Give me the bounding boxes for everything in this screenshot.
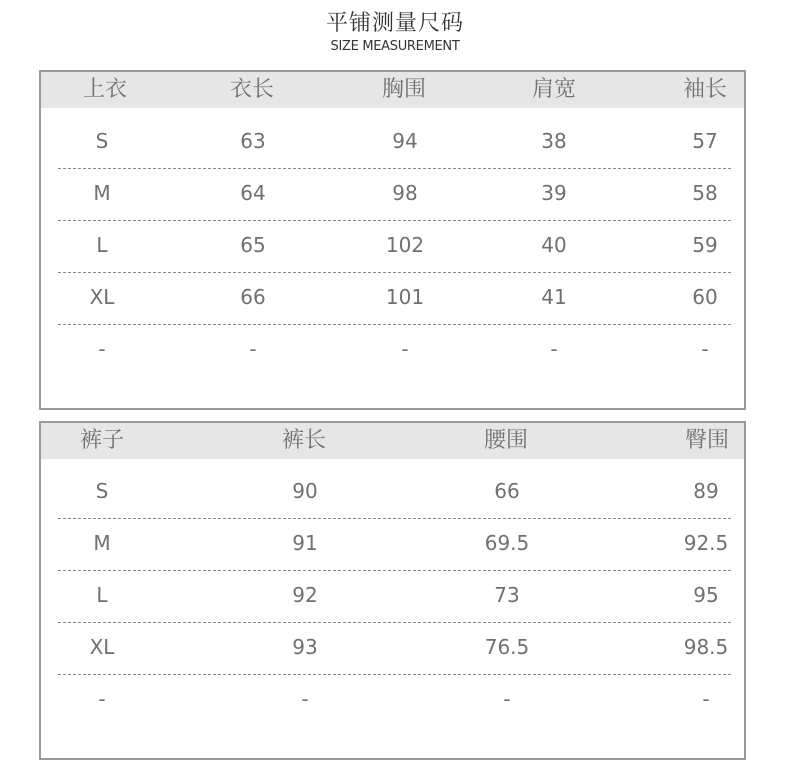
length-cell: 66 (240, 285, 266, 309)
shoulder-cell: 40 (541, 233, 567, 257)
length-cell: - (301, 687, 309, 711)
length-cell: 64 (240, 181, 266, 205)
size-cell: M (93, 531, 111, 555)
tops-header-chest: 胸围 (381, 77, 426, 102)
size-cell: XL (89, 635, 115, 659)
tops-size-table (39, 70, 746, 410)
pants-size-table (39, 421, 746, 760)
sleeve-cell: 59 (692, 233, 718, 257)
table-row (58, 622, 731, 675)
length-cell: 93 (292, 635, 318, 659)
table-row (58, 272, 731, 325)
table-row (58, 324, 731, 376)
table-row (58, 220, 731, 273)
hip-cell: 95 (693, 583, 719, 607)
sleeve-cell: - (701, 337, 709, 361)
size-cell: - (98, 687, 106, 711)
sleeve-cell: 60 (692, 285, 718, 309)
size-cell: L (96, 583, 108, 607)
pants-header-row (41, 423, 744, 459)
waist-cell: 69.5 (484, 531, 530, 555)
tops-header-category: 上衣 (82, 77, 127, 102)
waist-cell: 76.5 (484, 635, 530, 659)
table-row (58, 116, 731, 169)
hip-cell: - (702, 687, 710, 711)
chest-cell: 94 (392, 129, 418, 153)
size-cell: - (98, 337, 106, 361)
page-subtitle: SIZE MEASUREMENT (330, 39, 460, 54)
table-row (58, 518, 731, 571)
shoulder-cell: - (550, 337, 558, 361)
size-cell: L (96, 233, 108, 257)
tops-header-row (41, 72, 744, 108)
hip-cell: 89 (693, 479, 719, 503)
waist-cell: 73 (494, 583, 520, 607)
size-cell: S (95, 129, 109, 153)
tops-header-sleeve: 袖长 (682, 77, 727, 102)
pants-header-waist: 腰围 (483, 428, 528, 453)
chest-cell: 101 (385, 285, 425, 309)
table-row (58, 466, 731, 519)
chest-cell: 98 (392, 181, 418, 205)
table-row (58, 674, 731, 726)
size-cell: XL (89, 285, 115, 309)
waist-cell: - (503, 687, 511, 711)
length-cell: 92 (292, 583, 318, 607)
table-row (58, 570, 731, 623)
sleeve-cell: 57 (692, 129, 718, 153)
shoulder-cell: 38 (541, 129, 567, 153)
chest-cell: - (401, 337, 409, 361)
length-cell: 65 (240, 233, 266, 257)
tops-header-length: 衣长 (229, 77, 274, 102)
shoulder-cell: 39 (541, 181, 567, 205)
tops-header-shoulder: 肩宽 (531, 77, 576, 102)
waist-cell: 66 (494, 479, 520, 503)
table-row (58, 168, 731, 221)
page-title: 平铺测量尺码 (325, 11, 464, 36)
pants-header-hip: 臀围 (684, 428, 729, 453)
length-cell: 90 (292, 479, 318, 503)
pants-header-category: 裤子 (79, 428, 124, 453)
hip-cell: 92.5 (683, 531, 729, 555)
size-cell: S (95, 479, 109, 503)
length-cell: 63 (240, 129, 266, 153)
hip-cell: 98.5 (683, 635, 729, 659)
chest-cell: 102 (385, 233, 425, 257)
shoulder-cell: 41 (541, 285, 567, 309)
sleeve-cell: 58 (692, 181, 718, 205)
length-cell: 91 (292, 531, 318, 555)
size-cell: M (93, 181, 111, 205)
length-cell: - (249, 337, 257, 361)
pants-header-length: 裤长 (281, 428, 326, 453)
